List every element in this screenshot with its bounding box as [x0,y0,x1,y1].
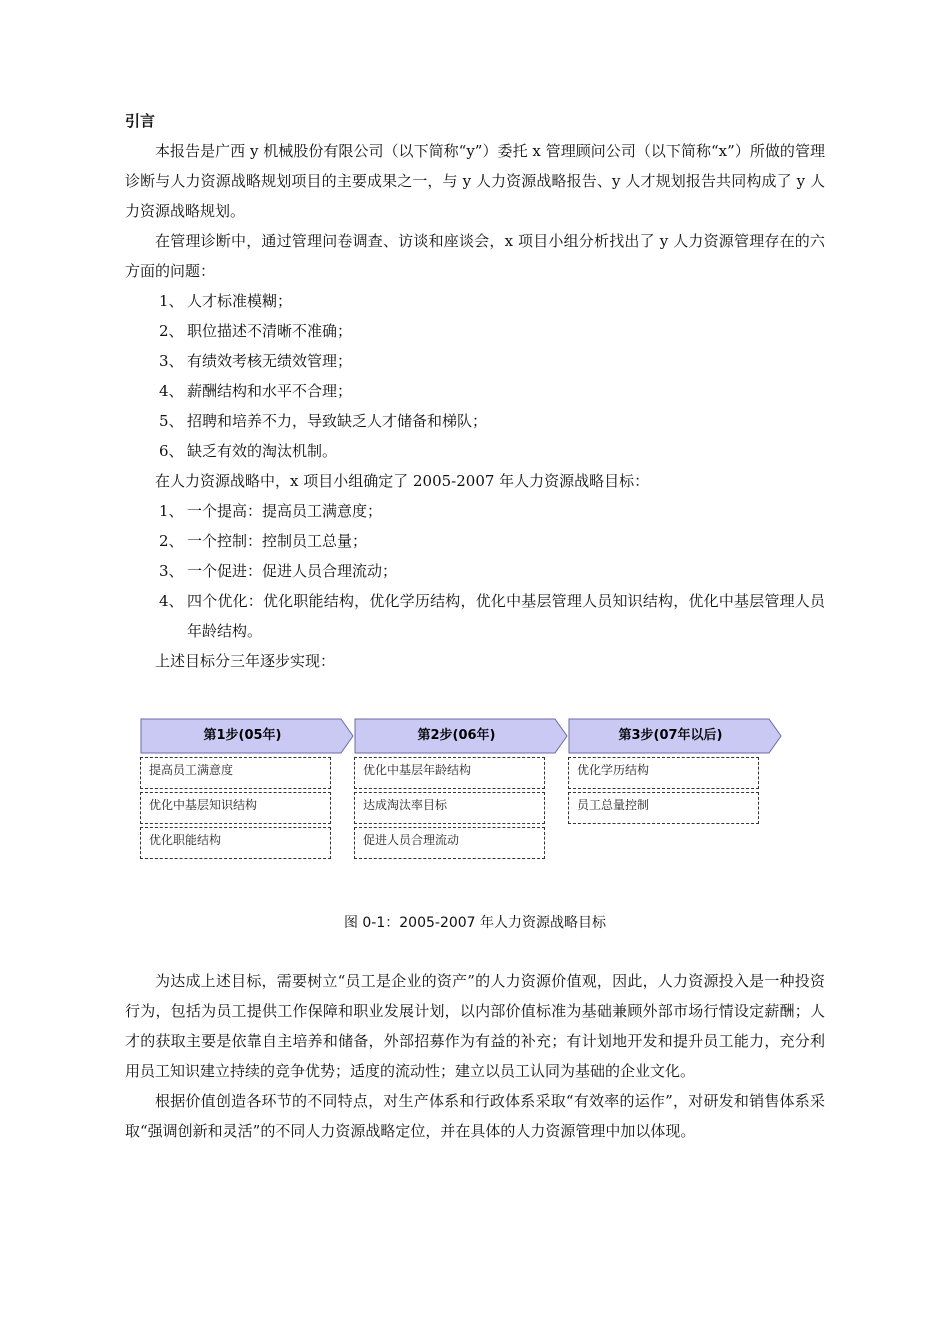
closing-paragraph: 为达成上述目标，需要树立“员工是企业的资产”的人力资源价值观，因此，人力资源投入是一种投资行为，包括为员工提供工作保障和职业发展计划，以内部价值标准为基础兼顾外部市场行情设定薪酬；人才的获取主要是依靠自主培养和储备，外部招募作为有益的补充；有计划地开发和提升员工能力，充分利用员工知识建立持续的竞争优势；适度的流动性；建立以员工认同为基础的企业文化。 [125,972,825,1080]
list-number: 4、 [159,382,184,400]
list-item [125,526,825,556]
step-1 [140,718,355,859]
step-goal-box: 提高员工满意度 [140,757,331,789]
list-item [125,496,825,526]
step-arrow [354,718,569,754]
figure-caption: 图 0-1：2005-2007 年人力资源战略目标 [343,915,607,931]
step-2 [354,718,569,859]
list-text: 缺乏有效的淘汰机制。 [187,442,338,460]
list-number: 6、 [159,442,184,460]
intro-block [125,136,825,676]
list-text: 人才标准模糊； [187,292,293,310]
closing-paragraph: 根据价值创造各环节的不同特点，对生产体系和行政体系采取“有效率的运作”，对研发和销售体系采取“强调创新和灵活”的不同人力资源战略定位，并在具体的人力资源管理中加以体现。 [125,1092,825,1140]
steps-intro: 上述目标分三年逐步实现： [155,652,336,670]
list-item [125,586,825,646]
list-text: 招聘和培养不力，导致缺乏人才储备和梯队； [187,412,488,430]
step-label: 第3步(07年以后) [618,728,723,743]
list-text: 有绩效考核无绩效管理； [187,352,353,370]
list-number: 1、 [159,292,184,310]
list-item [125,436,825,466]
list-item [125,346,825,376]
list-text: 职位描述不清晰不准确； [187,322,353,340]
list-number: 5、 [159,412,184,430]
list-text: 四个优化：优化职能结构，优化学历结构，优化中基层管理人员知识结构，优化中基层管理人员年龄结构。 [187,592,825,640]
list-item [125,376,825,406]
list-item [125,286,825,316]
list-text: 一个控制：控制员工总量； [187,532,368,550]
goals-intro: 在人力资源战略中，x 项目小组确定了 2005-2007 年人力资源战略目标： [155,472,650,490]
list-item [125,556,825,586]
list-number: 2、 [159,532,184,550]
list-number: 3、 [159,562,184,580]
section-heading: 引言 [125,112,156,130]
list-text: 一个提高：提高员工满意度； [187,502,383,520]
step-goal-box: 促进人员合理流动 [354,827,545,859]
list-number: 2、 [159,322,184,340]
step-arrow [140,718,355,754]
step-goal-box: 员工总量控制 [568,792,759,824]
step-goal-box: 优化中基层知识结构 [140,792,331,824]
list-text: 一个促进：促进人员合理流动； [187,562,398,580]
problem-list [125,286,825,466]
step-goal-box: 优化学历结构 [568,757,759,789]
step-label: 第1步(05年) [203,728,282,743]
step-arrow [568,718,783,754]
strategy-steps-diagram [140,718,780,868]
list-number: 3、 [159,352,184,370]
step-3 [568,718,783,824]
goal-list [125,496,825,646]
closing-block [125,966,825,1146]
step-goal-box: 优化中基层年龄结构 [354,757,545,789]
step-goal-box: 达成淘汰率目标 [354,792,545,824]
step-goal-box: 优化职能结构 [140,827,331,859]
intro-paragraph: 在管理诊断中，通过管理问卷调查、访谈和座谈会，x 项目小组分析找出了 y 人力资源管理存在的六方面的问题： [125,232,825,280]
list-number: 1、 [159,502,184,520]
list-item [125,316,825,346]
list-text: 薪酬结构和水平不合理； [187,382,353,400]
list-number: 4、 [159,592,184,610]
step-label: 第2步(06年) [417,728,496,743]
list-item [125,406,825,436]
intro-paragraph: 本报告是广西 y 机械股份有限公司（以下简称“y”）委托 x 管理顾问公司（以下简称“x”）所做的管理诊断与人力资源战略规划项目的主要成果之一，与 y 人力资源战略报告、y 人才规划报告共同构成了 y 人力资源战略规划。 [125,142,825,220]
